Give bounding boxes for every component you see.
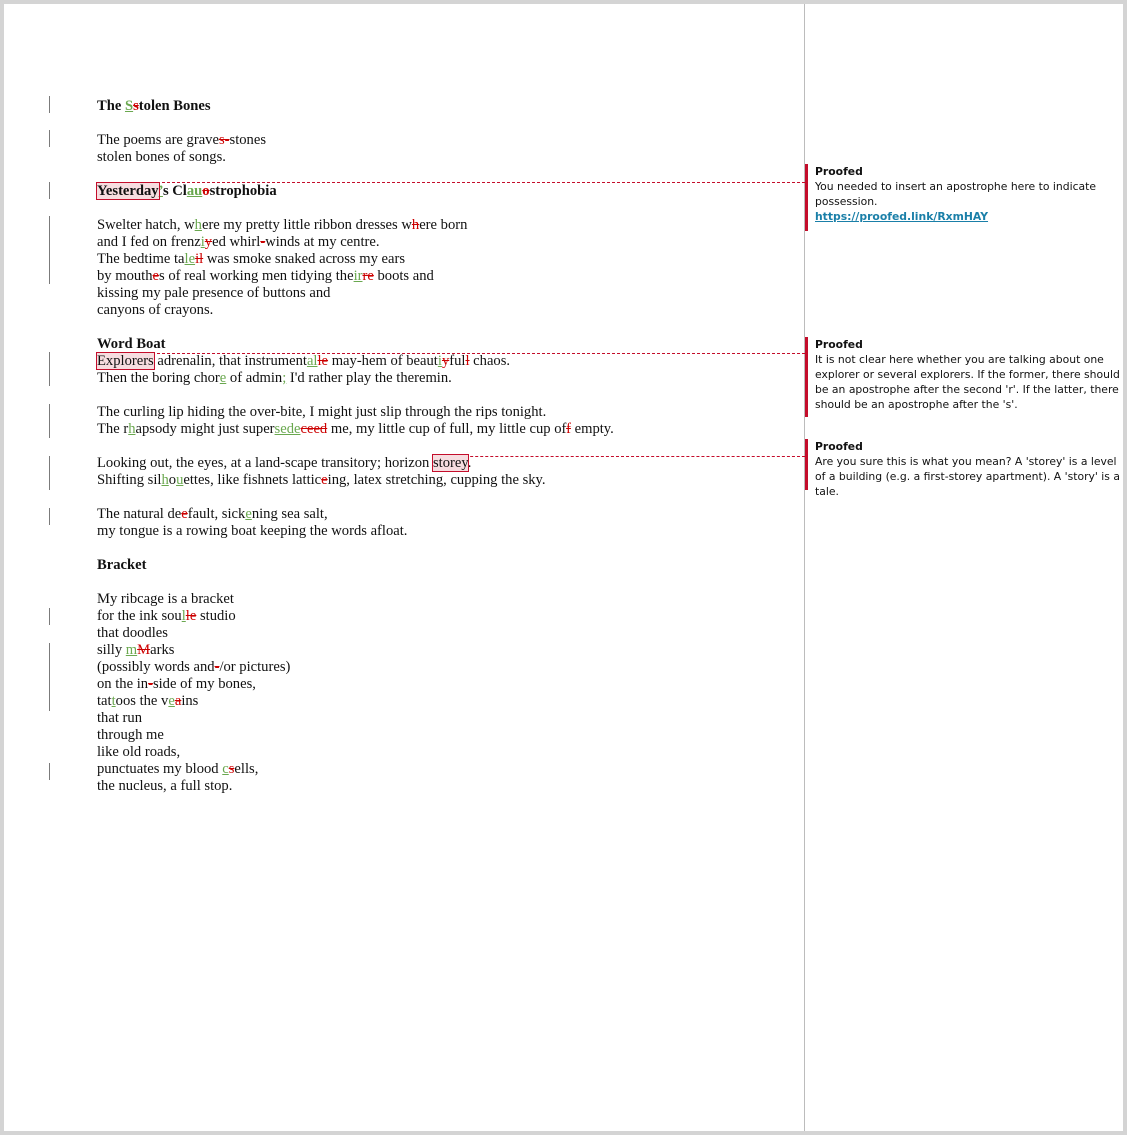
poem-line: The natural deefault, sickening sea salt, bbox=[97, 506, 328, 522]
comment-link[interactable]: https://proofed.link/RxmHAY bbox=[815, 210, 989, 223]
change-bar bbox=[49, 182, 50, 199]
change-bar bbox=[49, 216, 50, 284]
poem-line: Swelter hatch, where my pretty little ribbon dresses where born bbox=[97, 217, 468, 233]
change-bar bbox=[49, 763, 50, 780]
poem-line: my tongue is a rowing boat keeping the words afloat. bbox=[97, 523, 408, 539]
poem-line: the nucleus, a full stop. bbox=[97, 778, 233, 794]
comment-text: Are you sure this is what you mean? A 'storey' is a level of a building (e.g. a first-storey apartment). A 'story' is a tale. bbox=[815, 455, 1120, 498]
poem-line: through me bbox=[97, 727, 164, 743]
comment-author: Proofed bbox=[815, 338, 863, 351]
document-body[interactable] bbox=[97, 98, 797, 795]
change-bar bbox=[49, 508, 50, 525]
change-bar bbox=[49, 456, 50, 490]
poem-line: that doodles bbox=[97, 625, 168, 641]
poem-title-stolen-bones: The Sstolen Bones bbox=[97, 98, 211, 114]
comment-author: Proofed bbox=[815, 440, 863, 453]
commented-word-storey[interactable]: storey bbox=[432, 455, 468, 471]
change-bar bbox=[49, 643, 50, 711]
poem-line: for the ink soulle studio bbox=[97, 608, 236, 624]
poem-line: on the in-side of my bones, bbox=[97, 676, 256, 692]
comment-balloon[interactable] bbox=[805, 439, 1123, 498]
poem-line: The bedtime taleil was smoke snaked across my ears bbox=[97, 251, 406, 267]
poem-line: punctuates my blood csells, bbox=[97, 761, 259, 777]
comment-text: It is not clear here whether you are talking about one explorer or several explorers. If the former, there should be an apostrophe after the second 'r'. If the latter, there should be an apostrophe after the 's'. bbox=[815, 353, 1120, 411]
comment-balloon[interactable] bbox=[805, 337, 1123, 417]
poem-line: silly mMarks bbox=[97, 642, 175, 658]
poem-line: The curling lip hiding the over-bite, I might just slip through the rips tonight. bbox=[97, 404, 547, 420]
poem-line: The rhapsody might just supersedeceed me, my little cup of full, my little cup off empty. bbox=[97, 421, 614, 437]
comment-balloon[interactable] bbox=[805, 164, 1123, 231]
poem-line: by mouthes of real working men tidying theirre boots and bbox=[97, 268, 434, 284]
change-bar bbox=[49, 404, 50, 438]
poem-line: kissing my pale presence of buttons and bbox=[97, 285, 331, 301]
poem-line: The poems are graves-stones bbox=[97, 132, 266, 148]
poem-title-yesterdays-claustrophobia: Yesterday’s Clauostrophobia bbox=[97, 183, 277, 199]
poem-line: and I fed on frenziyed whirl-winds at my centre. bbox=[97, 234, 380, 250]
change-bar bbox=[49, 130, 50, 147]
change-bar bbox=[49, 608, 50, 625]
poem-line: Looking out, the eyes, at a land-scape transitory; horizon storey. bbox=[97, 455, 472, 471]
poem-line: Shifting silhouettes, like fishnets latticeing, latex stretching, cupping the sky. bbox=[97, 472, 546, 488]
comment-text: You needed to insert an apostrophe here to indicate possession. bbox=[815, 180, 1096, 208]
poem-line: that run bbox=[97, 710, 142, 726]
poem-line: Explorers adrenalin, that instrumentalle may-hem of beautiyfull chaos. bbox=[97, 353, 511, 369]
commented-word-yesterday[interactable]: Yesterday bbox=[97, 183, 159, 199]
change-bar bbox=[49, 352, 50, 386]
comment-author: Proofed bbox=[815, 165, 863, 178]
poem-line: Then the boring chore of admin; I'd rather play the theremin. bbox=[97, 370, 452, 386]
poem-line: stolen bones of songs. bbox=[97, 149, 226, 165]
commented-word-explorers[interactable]: Explorers bbox=[97, 353, 154, 369]
poem-title-bracket: Bracket bbox=[97, 557, 147, 573]
change-bar bbox=[49, 96, 50, 113]
poem-title-word-boat: Word Boat bbox=[97, 336, 166, 352]
poem-line: like old roads, bbox=[97, 744, 181, 760]
poem-line: (possibly words and-/or pictures) bbox=[97, 659, 291, 675]
poem-line: My ribcage is a bracket bbox=[97, 591, 234, 607]
poem-line: tattoos the veains bbox=[97, 693, 199, 709]
poem-line: canyons of crayons. bbox=[97, 302, 214, 318]
